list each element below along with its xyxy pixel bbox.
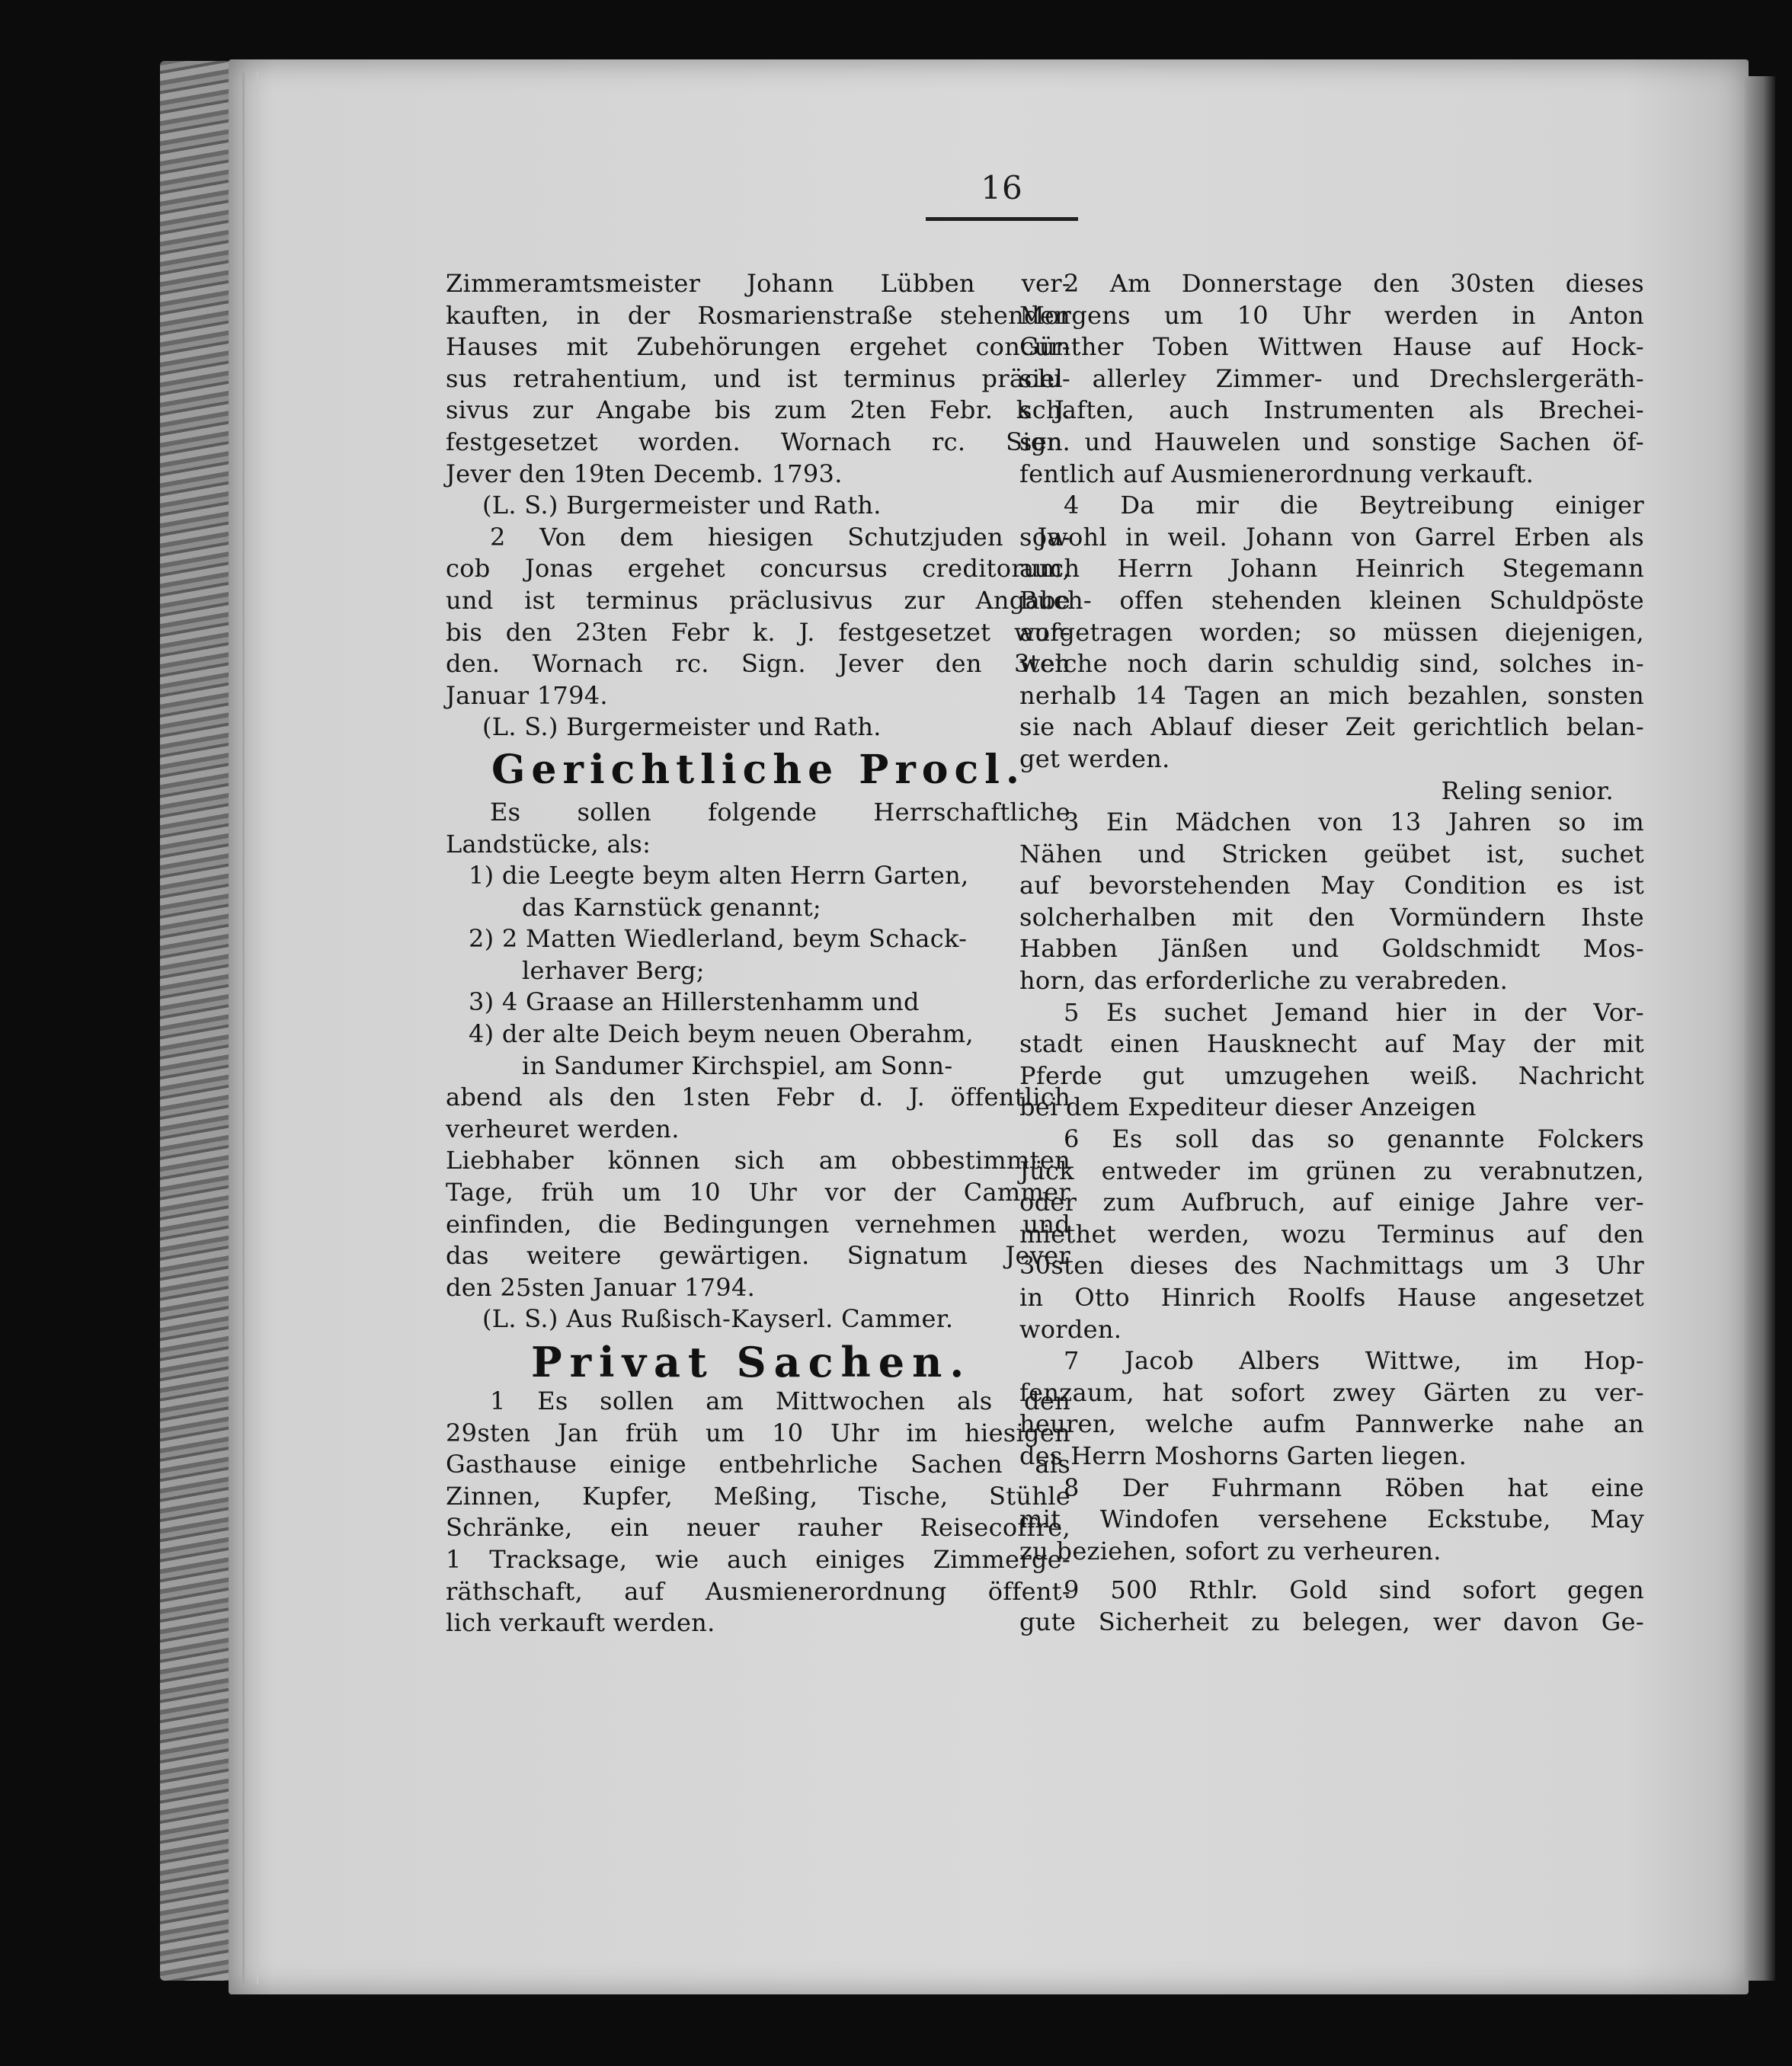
paragraph — [1019, 1473, 1644, 1568]
text-line: Zimmeramtsmeister Johann Lübben ver- — [446, 269, 1070, 298]
text-line: worden. — [1019, 1314, 1122, 1344]
text-line: des Herrn Moshorns Garten liegen. — [1019, 1441, 1467, 1470]
text-line: 9 500 Rthlr. Gold sind sofort gegen — [1064, 1575, 1644, 1605]
paragraph — [1019, 1124, 1644, 1345]
text-line: kauften, in der Rosmarienstraße stehenden — [446, 300, 1070, 330]
text-line: einfinden, die Bedingungen vernehmen und — [446, 1209, 1070, 1239]
text-line: 2 Am Donnerstage den 30sten dieses — [1064, 269, 1644, 298]
list-item: 1) die Leegte beym alten Herrn Garten, — [469, 861, 969, 891]
list-item: das Karnstück genannt; — [522, 892, 821, 922]
text-line: schaften, auch Instrumenten als Brechei- — [1019, 395, 1644, 425]
text-line: und ist terminus präclusivus zur Angabe — [446, 585, 1070, 615]
text-line: aufgetragen worden; so müssen diejenigen, — [1019, 617, 1644, 647]
text-line: Landstücke, als: — [446, 829, 651, 859]
text-line: 5 Es suchet Jemand hier in der Vor- — [1064, 997, 1644, 1027]
text-line: sowohl in weil. Johann von Garrel Erben als — [1019, 522, 1644, 552]
text-line: solcherhalben mit den Vormündern Ihste — [1019, 902, 1644, 932]
list-item: in Sandumer Kirchspiel, am Sonn- — [522, 1051, 953, 1080]
paragraph — [446, 1386, 1070, 1639]
text-line: Habben Jänßen und Goldschmidt Mos- — [1019, 934, 1644, 964]
text-line: nerhalb 14 Tagen an mich bezahlen, sonsten — [1019, 680, 1644, 710]
text-line: get werden. — [1019, 744, 1170, 773]
text-line: bis den 23ten Febr k. J. festgesetzet wor- — [446, 617, 1070, 647]
text-line: sen und Hauwelen und sonstige Sachen öf- — [1019, 427, 1644, 456]
text-line: 4 Da mir die Beytreibung einiger — [1064, 491, 1644, 520]
text-line: Buch- offen stehenden kleinen Schuldpöste — [1019, 585, 1644, 615]
text-line: auch Herrn Johann Heinrich Stegemann — [1019, 554, 1644, 584]
paragraph — [1019, 268, 1644, 490]
text-line: Es sollen folgende Herrschaftliche — [490, 797, 1070, 827]
item-list — [446, 860, 1070, 1145]
paragraph — [446, 268, 1070, 490]
section-heading: Gerichtliche Procl. — [491, 746, 1026, 793]
text-line: horn, das erforderliche zu verabreden. — [1019, 966, 1509, 996]
signature-line: (L. S.) Burgermeister und Rath. — [482, 491, 882, 520]
signature-line: (L. S.) Burgermeister und Rath. — [482, 712, 882, 742]
text-line: sie nach Ablauf dieser Zeit gerichtlich belan- — [1019, 712, 1644, 742]
list-item: 2) 2 Matten Wiedlerland, beym Schack- — [469, 924, 968, 954]
text-line: 7 Jacob Albers Wittwe, im Hop- — [1064, 1346, 1644, 1376]
text-line: mit Windofen versehene Eckstube, May — [1019, 1505, 1644, 1534]
signature-line: Reling senior. — [1441, 776, 1614, 805]
text-line: Gasthause einige entbehrliche Sachen als — [446, 1450, 1070, 1479]
text-line: Tage, früh um 10 Uhr vor der Cammer — [446, 1178, 1070, 1207]
page-number-rule — [926, 217, 1078, 221]
text-line: fenzaum, hat sofort zwey Gärten zu ver- — [1019, 1377, 1644, 1407]
paragraph — [1019, 997, 1644, 1124]
text-line: miethet werden, wozu Terminus auf den — [1019, 1219, 1644, 1249]
text-line: Liebhaber können sich am obbestimmten — [446, 1146, 1070, 1175]
text-line: Morgens um 10 Uhr werden in Anton — [1019, 300, 1644, 330]
text-line: 3 Ein Mädchen von 13 Jahren so im — [1064, 808, 1644, 837]
text-line: das weitere gewärtigen. Signatum Jever — [446, 1241, 1070, 1271]
text-line: oder zum Aufbruch, auf einige Jahre ver- — [1019, 1188, 1644, 1217]
text-line: Jever den 19ten Decemb. 1793. — [446, 459, 843, 488]
text-line: Pferde gut umzugehen weiß. Nachricht — [1019, 1060, 1644, 1090]
text-line: sus retrahentium, und ist terminus präclu- — [446, 363, 1070, 393]
text-line: stadt einen Hausknecht auf May der mit — [1019, 1029, 1644, 1059]
signature-line: (L. S.) Aus Rußisch-Kayserl. Cammer. — [482, 1304, 954, 1334]
text-line: in Otto Hinrich Roolfs Hause angesetzet — [1019, 1283, 1644, 1312]
text-line: Jück entweder im grünen zu verabnutzen, — [1019, 1156, 1644, 1185]
text-line: 2 Von dem hiesigen Schutzjuden Ja- — [490, 522, 1070, 552]
text-line: 30sten dieses des Nachmittags um 3 Uhr — [1019, 1251, 1644, 1281]
section-heading: Privat Sachen. — [531, 1338, 972, 1386]
text-line: den. Wornach rc. Sign. Jever den 3ten — [446, 649, 1070, 679]
list-item: lerhaver Berg; — [522, 955, 705, 985]
paragraph — [1019, 1345, 1644, 1472]
text-line: lich verkauft werden. — [446, 1608, 715, 1638]
text-line: den 25sten Januar 1794. — [446, 1272, 756, 1302]
text-line: sivus zur Angabe bis zum 2ten Febr. k J. — [446, 395, 1070, 425]
text-line: Günther Toben Wittwen Hause auf Hock- — [1019, 332, 1644, 362]
text-line: fentlich auf Ausmienerordnung verkauft. — [1019, 459, 1534, 488]
text-line: welche noch darin schuldig sind, solches in- — [1019, 649, 1644, 679]
paragraph — [1019, 1575, 1644, 1638]
paragraph — [1019, 807, 1644, 997]
text-line: auf bevorstehenden May Condition es ist — [1019, 871, 1644, 900]
text-line: abend als den 1sten Febr d. J. öffentlich — [446, 1083, 1070, 1112]
text-line: Nähen und Stricken geübet ist, suchet — [1019, 839, 1644, 868]
list-item: 4) der alte Deich beym neuen Oberahm, — [469, 1019, 974, 1049]
page-number: 16 — [981, 169, 1023, 206]
text-line: 6 Es soll das so genannte Folckers — [1064, 1124, 1644, 1154]
text-line: räthschaft, auf Ausmienerordnung öffent- — [446, 1576, 1070, 1606]
text-line: 8 Der Fuhrmann Röben hat eine — [1064, 1473, 1644, 1502]
text-line: bei dem Expediteur dieser Anzeigen — [1019, 1092, 1477, 1122]
spacer — [1019, 1567, 1644, 1575]
gutter — [242, 72, 258, 1984]
text-line: 29sten Jan früh um 10 Uhr im hiesigen — [446, 1418, 1070, 1447]
text-line: Hauses mit Zubehörungen ergehet concur- — [446, 332, 1070, 362]
list-item: 3) 4 Graase an Hillerstenhamm und — [469, 987, 920, 1017]
text-line: siel allerley Zimmer- und Drechslergeräth- — [1019, 363, 1644, 393]
paragraph — [446, 1145, 1070, 1303]
text-line: zu beziehen, sofort zu verheuren. — [1019, 1536, 1442, 1565]
left-column — [446, 268, 1070, 1639]
text-line: Januar 1794. — [446, 680, 608, 710]
text-line: Zinnen, Kupfer, Meßing, Tische, Stühle — [446, 1481, 1070, 1511]
paragraph — [446, 797, 1070, 860]
text-line: heuren, welche aufm Pannwerke nahe an — [1019, 1409, 1644, 1439]
text-line: gute Sicherheit zu belegen, wer davon Ge- — [1019, 1607, 1644, 1636]
text-line: verheuret werden. — [446, 1114, 680, 1143]
right-column — [1019, 268, 1644, 1639]
page-edge — [1745, 76, 1775, 1981]
text-line: 1 Es sollen am Mittwochen als den — [490, 1386, 1070, 1415]
paragraph — [446, 522, 1070, 712]
text-line: Schränke, ein neuer rauher Reisecoffre, — [446, 1513, 1070, 1543]
text-line: cob Jonas ergehet concursus creditorum, — [446, 554, 1070, 584]
text-line: festgesetzet worden. Wornach rc. Sign. — [446, 427, 1070, 456]
paragraph — [1019, 490, 1644, 775]
text-line: 1 Tracksage, wie auch einiges Zimmerge- — [446, 1544, 1070, 1574]
